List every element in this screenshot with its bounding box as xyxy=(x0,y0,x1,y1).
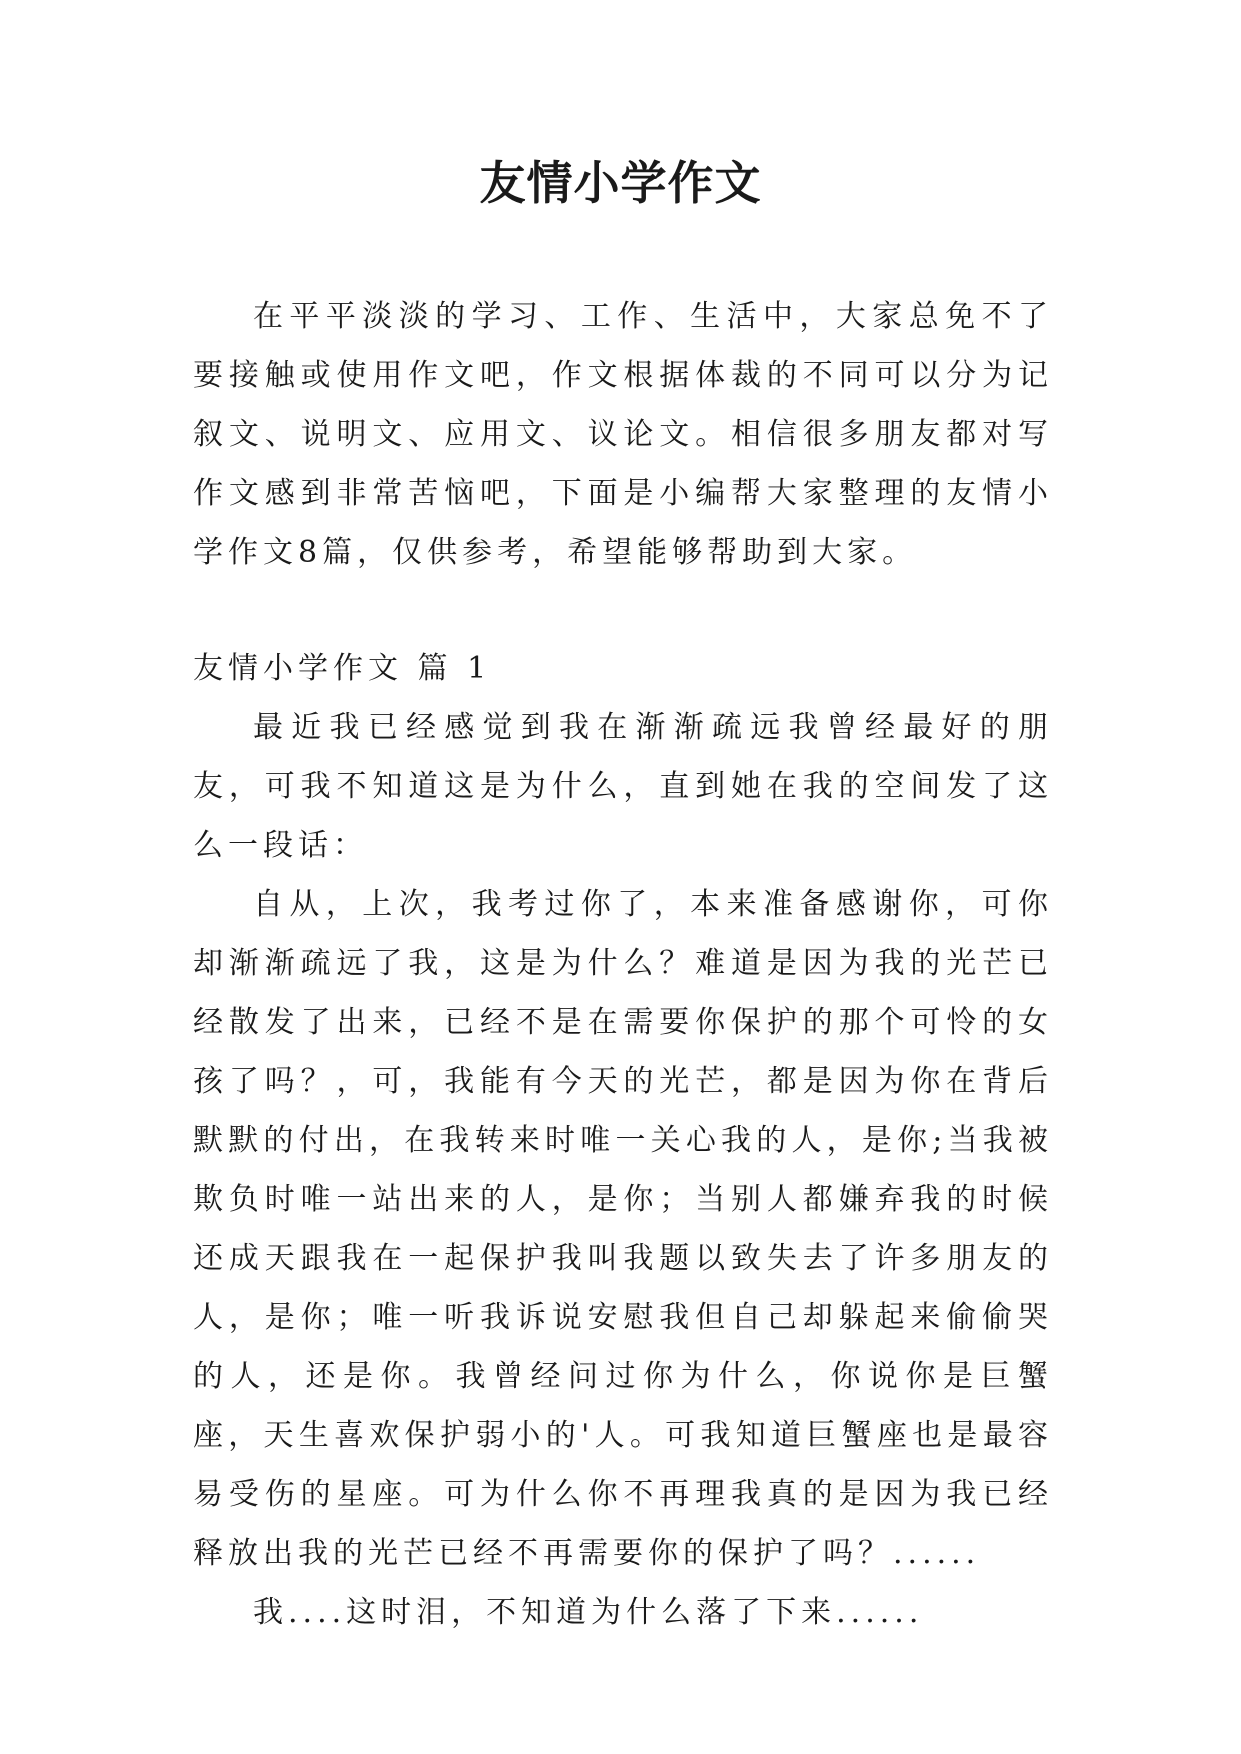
body-paragraph: 我....这时泪，不知道为什么落了下来...... xyxy=(253,1595,924,1630)
document-body xyxy=(193,287,1053,1642)
document-title: 友情小学作文 xyxy=(479,156,762,210)
body-paragraph: 自从，上次，我考过你了，本来准备感谢你，可你却渐渐疏远了我，这是为什么？难道是因为我的光芒已经散发了出来，已经不是在需要你保护的那个可怜的女孩了吗？，可，我能有今天的光芒，都是因为你在背后默默的付出，在我转来时唯一关心我的人，是你;当我被欺负时唯一站出来的人，是你；当别人都嫌弃我的时候还成天跟我在一起保护我叫我题以致失去了许多朋友的人，是你；唯一听我诉说安慰我但自己却躲起来偷偷哭的人，还是你。我曾经问过你为什么，你说你是巨蟹座，天生喜欢保护弱小的'人。可我知道巨蟹座也是最容易受伤的星座。可为什么你不再理我真的是因为我已经释放出我的光芒已经不再需要你的保护了吗？...... xyxy=(193,887,1053,1571)
body-paragraph: 最近我已经感觉到我在渐渐疏远我曾经最好的朋友，可我不知道这是为什么，直到她在我的空间发了这么一段话： xyxy=(193,710,1053,863)
intro-paragraph: 在平平淡淡的学习、工作、生活中，大家总免不了要接触或使用作文吧，作文根据体裁的不同可以分为记叙文、说明文、应用文、议论文。相信很多朋友都对写作文感到非常苦恼吧，下面是小编帮大家整理的友情小学作文8篇，仅供参考，希望能够帮助到大家。 xyxy=(193,299,1053,570)
section-heading: 友情小学作文 篇 1 xyxy=(193,651,492,686)
